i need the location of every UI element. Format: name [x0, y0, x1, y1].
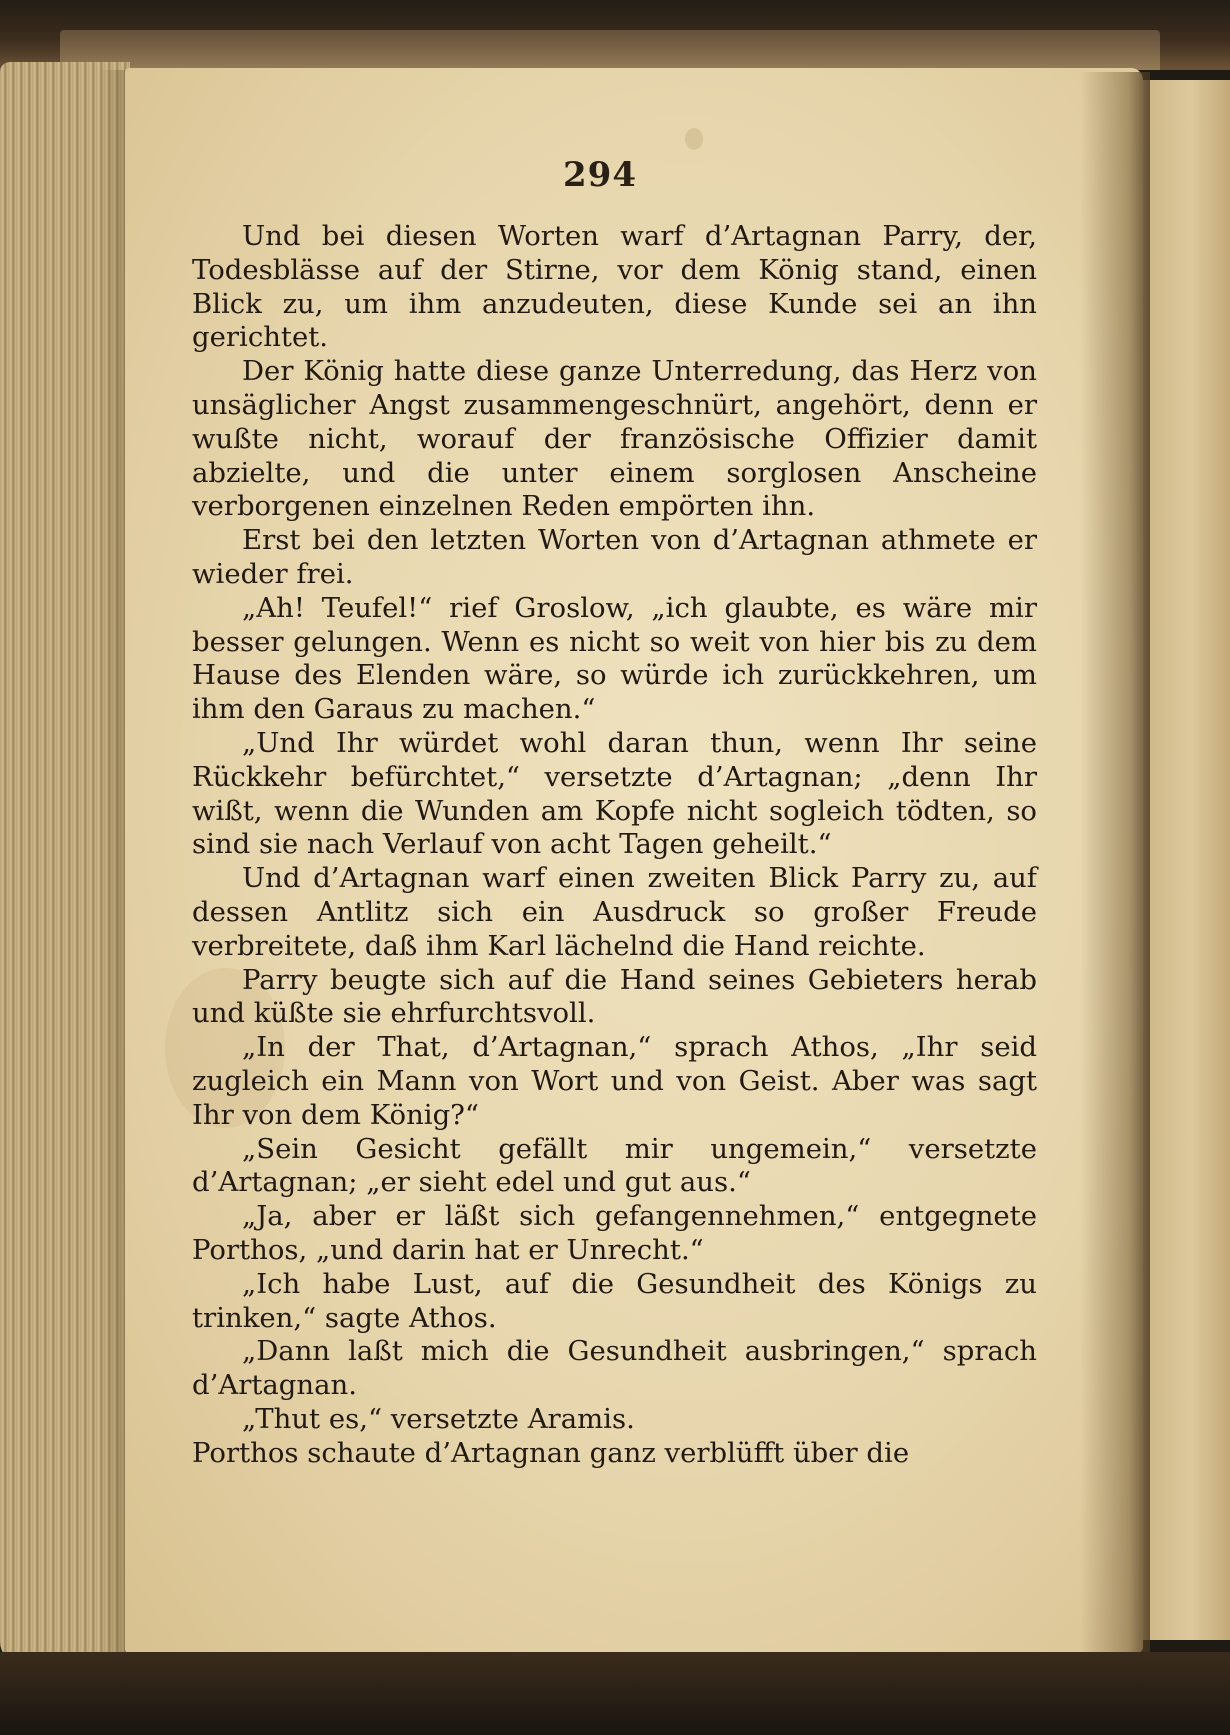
paragraph: „In der That, d’Artagnan,“ sprach Athos, „Ihr seid zugleich ein Mann von Wort und von Geist. Aber was sagt Ihr von dem König?“ [192, 1031, 1037, 1131]
book-cover-bottom [0, 1652, 1230, 1735]
paragraph: Und d’Artagnan warf einen zweiten Blick Parry zu, auf dessen Antlitz sich ein Ausdruck so großer Freude verbreitete, daß ihm Karl lächelnd die Hand reichte. [192, 862, 1037, 962]
paragraph: „Dann laßt mich die Gesundheit ausbringen,“ sprach d’Artagnan. [192, 1335, 1037, 1402]
page-number: 294 [563, 155, 637, 195]
paragraph: „Und Ihr würdet wohl daran thun, wenn Ihr seine Rückkehr befürchtet,“ versetzte d’Artagnan; „denn Ihr wißt, wenn die Wunden am Kopfe nicht sogleich tödten, so sind sie nach Verlauf von acht Tagen geheilt.“ [192, 726, 1037, 861]
paragraph: Porthos schaute d’Artagnan ganz verblüfft über die [192, 1436, 910, 1469]
paragraph: „Thut es,“ versetzte Aramis. [242, 1402, 635, 1435]
paragraph: Und bei diesen Worten warf d’Artagnan Parry, der, Todesblässe auf der Stirne, vor dem König stand, einen Blick zu, um ihm anzudeuten, diese Kunde sei an ihn gerichtet. [192, 220, 1037, 354]
book-gutter [1080, 72, 1150, 1652]
page-top-edge [60, 30, 1160, 70]
paragraph: „Ich habe Lust, auf die Gesundheit des Königs zu trinken,“ sagte Athos. [192, 1267, 1037, 1334]
body-text [192, 220, 1037, 1470]
paragraph: Der König hatte diese ganze Unterredung, das Herz von unsäglicher Angst zusammengeschnürt, angehört, denn er wußte nicht, worauf der französische Offizier damit abzielte, und die unter einem sorglosen Anscheine verborgenen einzelnen Reden empörten ihn. [192, 355, 1037, 523]
paragraph: Parry beugte sich auf die Hand seines Gebieters herab und küßte sie ehrfurchtsvoll. [192, 963, 1037, 1030]
paragraph: „Ja, aber er läßt sich gefangennehmen,“ entgegnete Porthos, „und darin hat er Unrecht.“ [192, 1200, 1037, 1266]
paragraph: „Ah! Teufel!“ rief Groslow, „ich glaubte, es wäre mir besser gelungen. Wenn es nicht so weit von hier bis zu dem Hause des Elenden wäre, so würde ich zurückkehren, um ihm den Garaus zu machen.“ [192, 591, 1037, 726]
paragraph: Erst bei den letzten Worten von d’Artagnan athmete er wieder frei. [192, 524, 1037, 590]
paper-stain [685, 128, 703, 150]
paragraph: „Sein Gesicht gefällt mir ungemein,“ versetzte d’Artagnan; „er sieht edel und gut aus.“ [192, 1132, 1037, 1199]
